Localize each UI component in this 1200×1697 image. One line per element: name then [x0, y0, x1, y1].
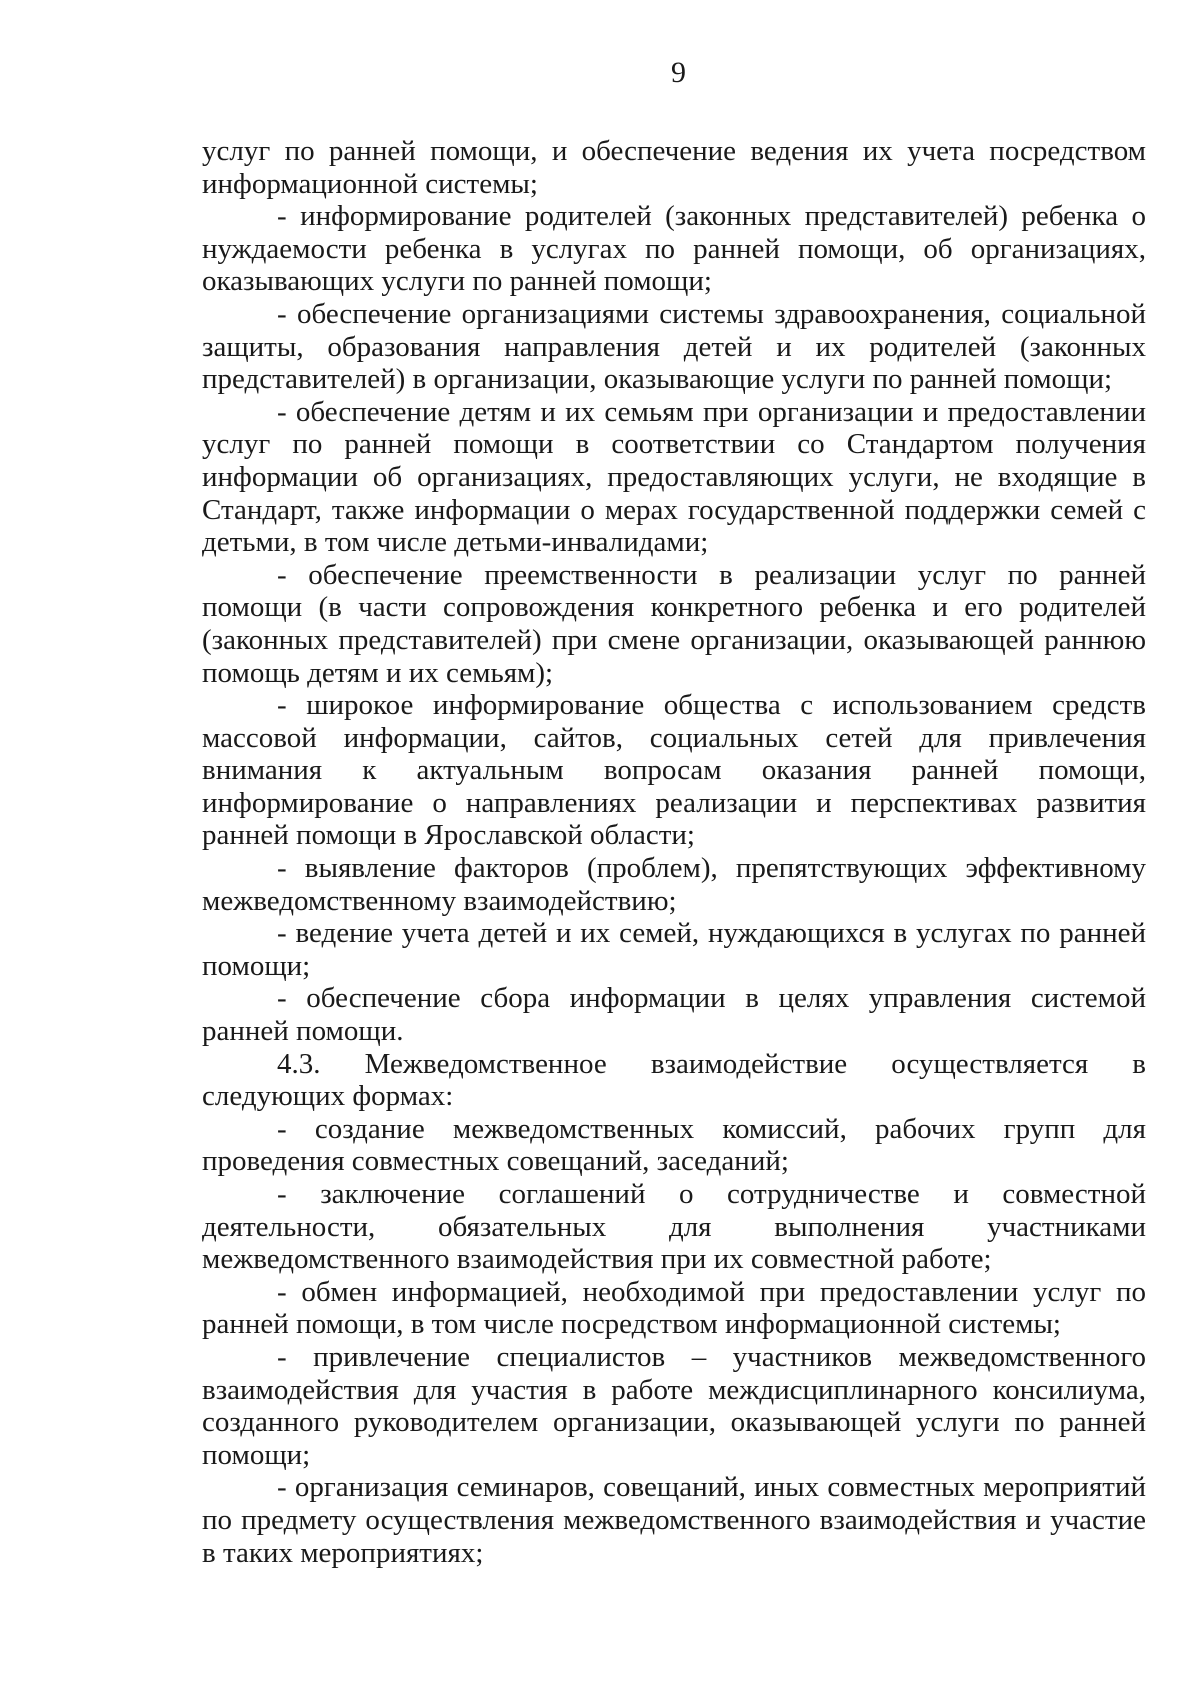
- list-item-referral: - обеспечение организациями системы здравоохранения, социальной защиты, образования направления детей и их родителей (законных представителей) в организации, оказывающие услуги по ранней помощи;: [202, 297, 1146, 396]
- list-item-record-keeping: - ведение учета детей и их семей, нуждающихся в услугах по ранней помощи;: [202, 917, 1146, 982]
- list-item-specialists: - привлечение специалистов – участников межведомственного взаимодействия для участия в работе междисциплинарного консилиума, созданного руководителем организации, оказывающей услуги по ранней помощи;: [202, 1340, 1146, 1471]
- list-item-commissions: - создание межведомственных комиссий, рабочих групп для проведения совместных совещаний, заседаний;: [202, 1112, 1146, 1178]
- list-item-informing-parents: - информирование родителей (законных представителей) ребенка о нуждаемости ребенка в услугах по ранней помощи, об организациях, оказывающих услуги по ранней помощи;: [202, 200, 1146, 298]
- list-item-public-informing: - широкое информирование общества с использованием средств массовой информации, сайтов, социальных сетей для привлечения внимания к актуальным вопросам оказания ранней помощи, информирование о направлениях реализации и перспективах развития ранней помощи в Ярославской области;: [202, 689, 1146, 852]
- page-number: 9: [671, 56, 686, 89]
- list-item-seminars: - организация семинаров, совещаний, иных совместных мероприятий по предмету осуществления межведомственного взаимодействия и участие в таких мероприятиях;: [202, 1471, 1146, 1569]
- document-body: [202, 135, 1146, 1569]
- list-item-data-collection: - обеспечение сбора информации в целях управления системой ранней помощи.: [202, 982, 1146, 1048]
- paragraph-continuation: услуг по ранней помощи, и обеспечение ведения их учета посредством информационной системы;: [202, 135, 1146, 200]
- list-item-identifying-factors: - выявление факторов (проблем), препятствующих эффективному межведомственному взаимодействию;: [202, 852, 1146, 917]
- list-item-providing-information: - обеспечение детям и их семьям при организации и предоставлении услуг по ранней помощи в соответствии со Стандартом получения информации об организациях, предоставляющих услуги, не входящие в Стандарт, также информации о мерах государственной поддержки семей с детьми, в том числе детьми-инвалидами;: [202, 395, 1146, 559]
- section-4-3-heading: 4.3. Межведомственное взаимодействие осуществляется в следующих формах:: [202, 1047, 1146, 1113]
- list-item-agreements: - заключение соглашений о сотрудничестве и совместной деятельности, обязательных для выполнения участниками межведомственного взаимодействия при их совместной работе;: [202, 1178, 1146, 1276]
- list-item-continuity: - обеспечение преемственности в реализации услуг по ранней помощи (в части сопровождения конкретного ребенка и его родителей (законных представителей) при смене организации, оказывающей раннюю помощь детям и их семьям);: [202, 558, 1146, 689]
- list-item-information-exchange: - обмен информацией, необходимой при предоставлении услуг по ранней помощи, в том числе посредством информационной системы;: [202, 1275, 1146, 1341]
